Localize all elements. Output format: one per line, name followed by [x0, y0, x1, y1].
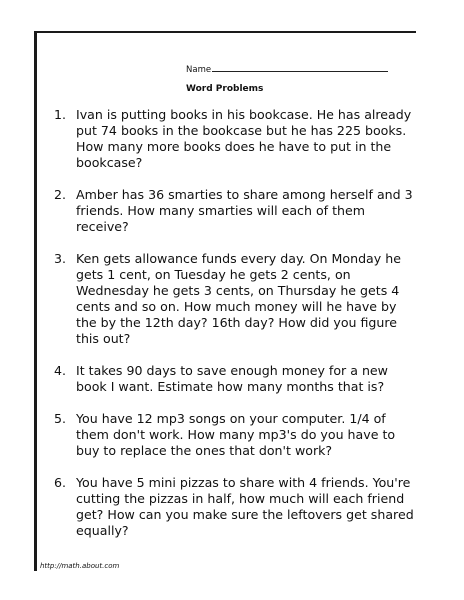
- problem-text: You have 12 mp3 songs on your computer. 1/4 of them don't work. How many mp3's do you have to buy to replace the ones that don't work?: [76, 411, 396, 458]
- problem-item: [54, 411, 414, 459]
- problem-item: [54, 363, 414, 395]
- problem-item: [54, 187, 414, 235]
- problem-text: You have 5 mini pizzas to share with 4 friends. You're cutting the pizzas in half, how much will each friend get? How can you make sure the leftovers get shared equally?: [76, 475, 414, 538]
- left-border-rule: [34, 31, 37, 571]
- problem-number: 6.: [54, 475, 67, 490]
- problem-number: 5.: [54, 411, 67, 426]
- source-url: http://math.about.com: [40, 562, 120, 570]
- problem-number: 1.: [54, 107, 67, 122]
- problem-text: Amber has 36 smarties to share among herself and 3 friends. How many smarties will each of them receive?: [76, 187, 413, 234]
- problem-text: Ivan is putting books in his bookcase. He has already put 74 books in the bookcase but he has 225 books. How many more books does he have to put in the bookcase?: [76, 107, 412, 170]
- problem-item: [54, 107, 414, 171]
- problem-text: It takes 90 days to save enough money for a new book I want. Estimate how many months that is?: [76, 363, 388, 394]
- problem-number: 4.: [54, 363, 67, 378]
- top-border-rule: [34, 31, 416, 33]
- problem-item: [54, 475, 414, 539]
- problem-number: 2.: [54, 187, 67, 202]
- worksheet-title: Word Problems: [186, 84, 264, 94]
- problem-list: [54, 107, 414, 555]
- problem-item: [54, 251, 414, 347]
- name-field: [186, 63, 388, 75]
- problem-number: 3.: [54, 251, 67, 266]
- problem-text: Ken gets allowance funds every day. On Monday he gets 1 cent, on Tuesday he gets 2 cents, on Wednesday he gets 3 cents, on Thursday he gets 4 cents and so on. How much money will he have by the by the 12th day? 16th day? How did you figure this out?: [76, 251, 401, 346]
- name-blank-line: [212, 63, 388, 72]
- name-label: Name: [186, 65, 212, 75]
